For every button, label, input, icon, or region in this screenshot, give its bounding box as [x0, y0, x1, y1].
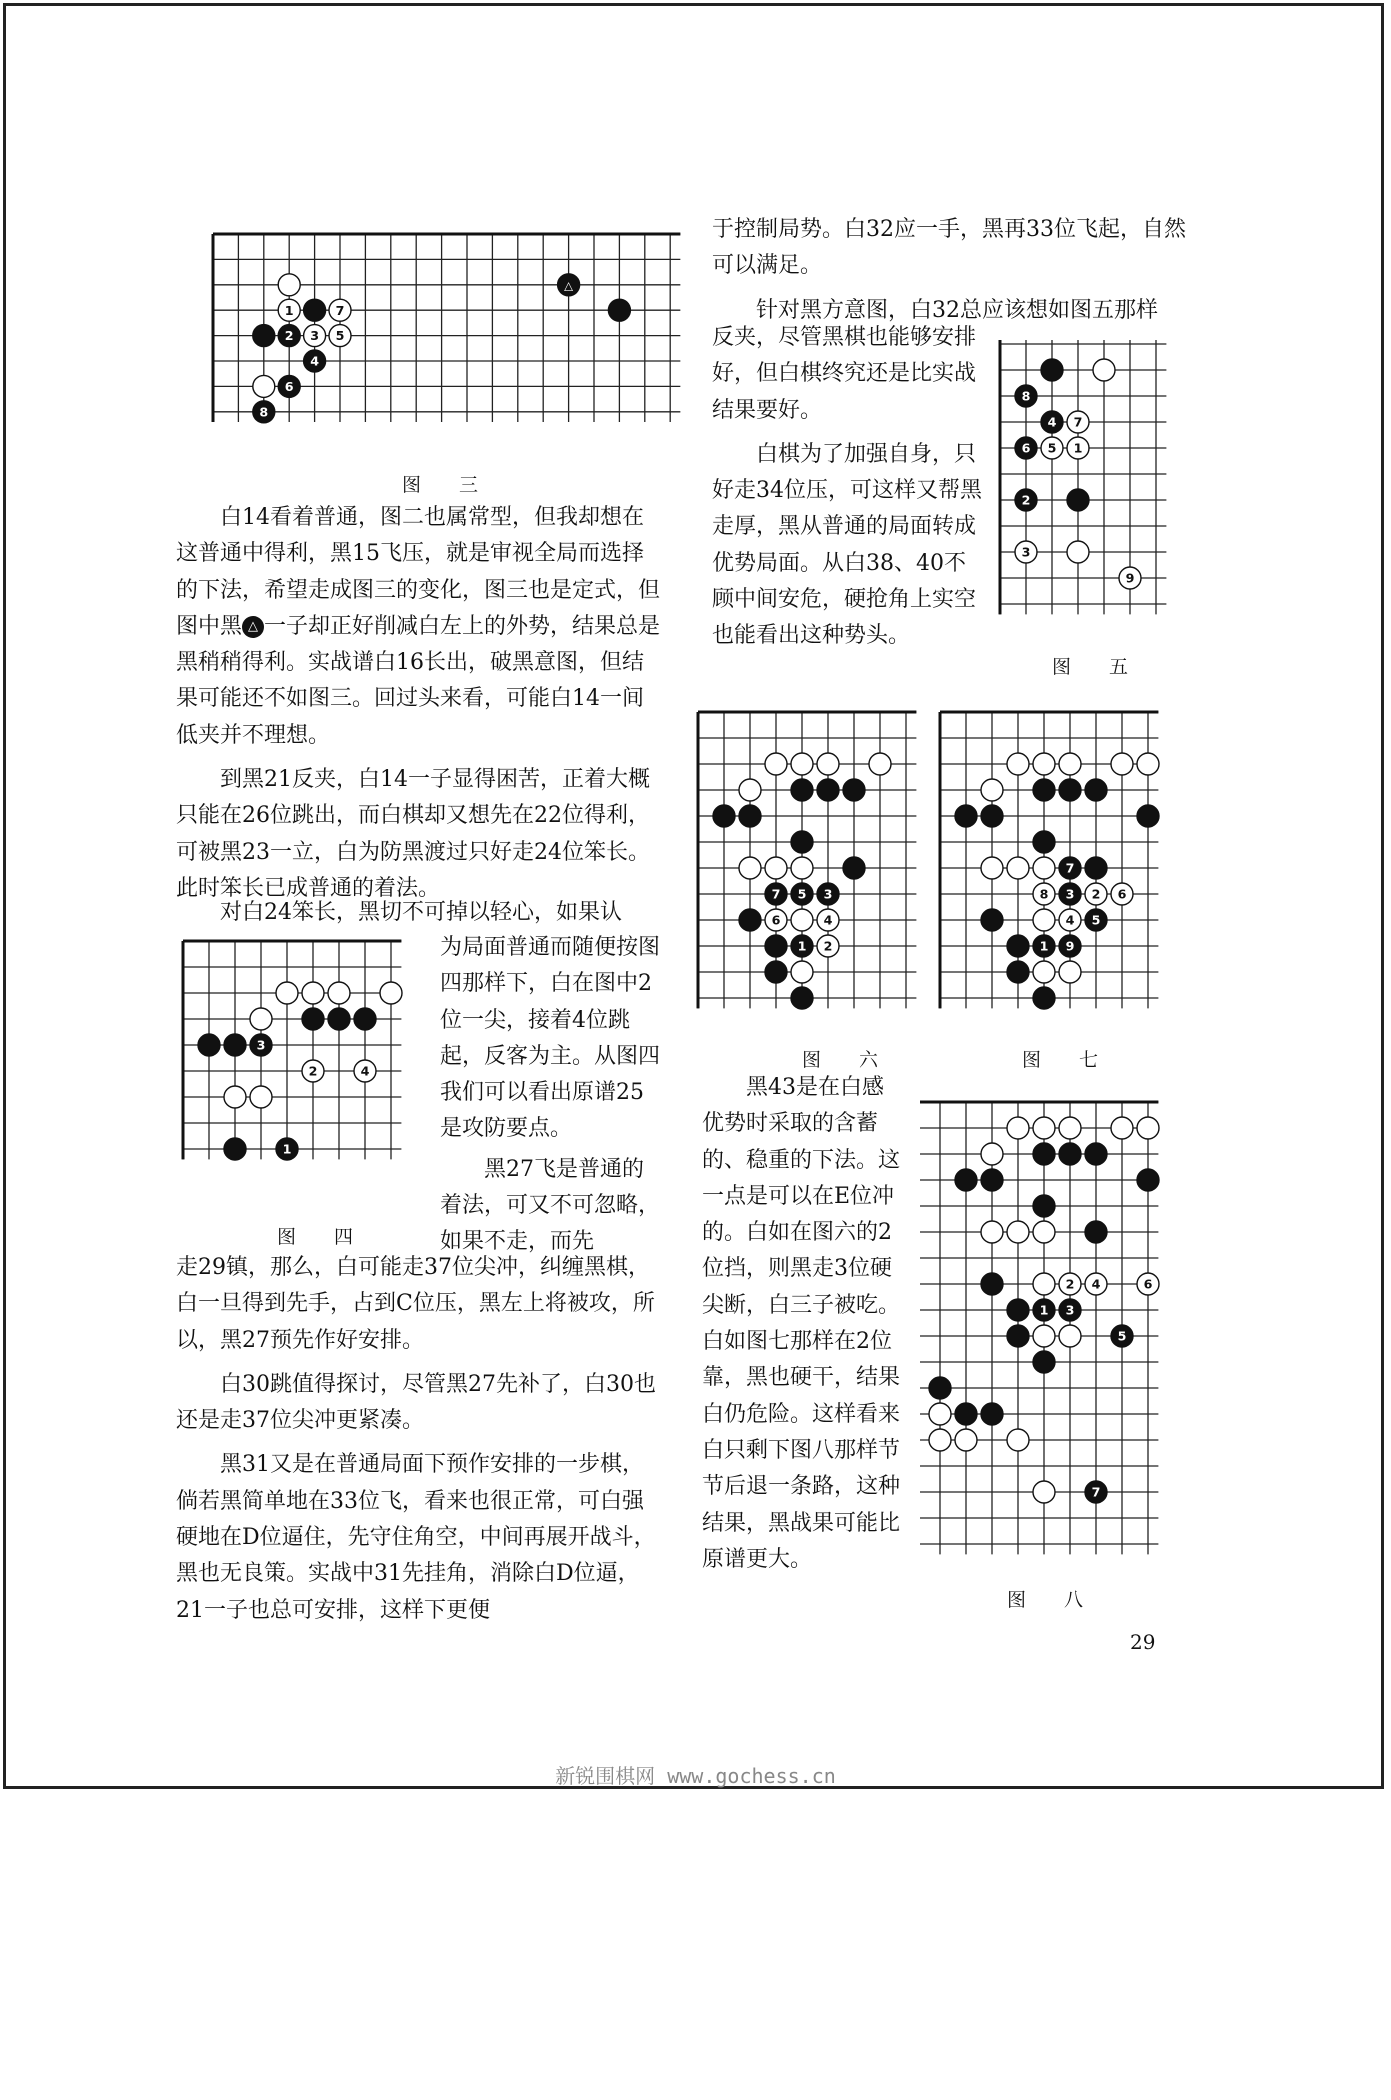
black-stone [955, 1403, 977, 1425]
white-stone [739, 857, 761, 879]
paragraph: 白棋为了加强自身，只好走34位压，可这样又帮黑走厚，黑从普通的局面转成优势局面。从白38、40不顾中间安危，硬抢角上实空也能看出这种势头。 [712, 441, 982, 649]
fig5-caption: 图 五 [1051, 656, 1128, 678]
stone-label: 1 [282, 1141, 292, 1157]
right-text-block-1 [712, 212, 1198, 329]
black-stone [1085, 779, 1107, 801]
go-diagram-fig6 [694, 708, 924, 1028]
paragraph: 对白24笨长，黑切不可掉以轻心，如果认 [220, 900, 622, 925]
stone-label: 5 [335, 328, 345, 344]
black-stone [765, 961, 787, 983]
white-stone [791, 961, 813, 983]
black-stone [1041, 359, 1063, 381]
stone-label: 9 [1125, 570, 1135, 586]
white-stone [1137, 1117, 1159, 1139]
black-stone [1059, 1299, 1081, 1321]
black-stone [981, 909, 1003, 931]
black-stone [817, 883, 839, 905]
white-stone [250, 1008, 272, 1030]
white-stone [1137, 1273, 1159, 1295]
black-stone [1033, 1351, 1055, 1373]
white-stone [1007, 1221, 1029, 1243]
black-stone [791, 987, 813, 1009]
white-stone [981, 1143, 1003, 1165]
white-stone [1033, 857, 1055, 879]
white-stone [981, 1221, 1003, 1243]
black-stone [278, 375, 300, 397]
black-stone [713, 805, 735, 827]
paragraph: 于控制局势。白32应一手，黑再33位飞起，自然可以满足。 [712, 217, 1186, 279]
white-stone [817, 935, 839, 957]
white-stone [765, 909, 787, 931]
white-stone [1041, 437, 1063, 459]
black-stone [1033, 1299, 1055, 1321]
black-stone [791, 779, 813, 801]
stone-label: 7 [771, 886, 781, 902]
fig8-caption: 图 八 [1006, 1589, 1083, 1611]
black-stone [1007, 1299, 1029, 1321]
black-stone [981, 1273, 1003, 1295]
white-stone [253, 375, 275, 397]
black-stone [1059, 857, 1081, 879]
right-text-wrap-fig5 [712, 320, 984, 655]
white-stone [1067, 411, 1089, 433]
left-text-p3-top [176, 895, 662, 931]
black-stone [1111, 1325, 1133, 1347]
black-stone [1059, 779, 1081, 801]
go-diagram-fig7 [936, 708, 1186, 1028]
stone-label: 8 [1021, 388, 1031, 404]
white-stone [380, 982, 402, 1004]
stone-label: 4 [1065, 912, 1075, 928]
white-stone [739, 779, 761, 801]
stone-label: 1 [797, 938, 807, 954]
black-stone [791, 883, 813, 905]
black-stone [765, 935, 787, 957]
black-stone [1007, 961, 1029, 983]
white-stone [1033, 883, 1055, 905]
black-stone [1137, 1169, 1159, 1191]
stone-label: △ [564, 278, 574, 293]
stone-label: 5 [797, 886, 807, 902]
stone-label: 7 [335, 302, 345, 318]
white-stone [1033, 1481, 1055, 1503]
white-stone [354, 1060, 376, 1082]
black-stone [304, 350, 326, 372]
paragraph: 白14看着普通，图二也属常型，但我却想在这普通中得利，黑15飞压，就是审视全局而选择的下法，希望走成图三的变化，图三也是定式，但图中黑 △ 一子却正好削减白左上的外势，结果总是黑稍稍得利。实战谱白16长出，破黑意图，但结果可能还不如图三。回过头来看，可能白14一间低夹并不理想。 [176, 505, 661, 748]
stone-label: 7 [1091, 1484, 1101, 1500]
left-text-wrap-fig4 [440, 930, 664, 1261]
stone-label: 5 [1047, 440, 1057, 456]
go-diagram-fig4 [180, 935, 430, 1205]
white-stone [1085, 883, 1107, 905]
white-stone [1007, 1429, 1029, 1451]
stone-label: 4 [823, 912, 833, 928]
black-stone [981, 805, 1003, 827]
white-stone [1033, 1117, 1055, 1139]
black-stone [253, 325, 275, 347]
left-text-block-1 [176, 500, 662, 907]
white-stone [1111, 753, 1133, 775]
black-stone [198, 1034, 220, 1056]
white-stone [791, 753, 813, 775]
white-stone [817, 753, 839, 775]
go-diagram-fig5 [996, 340, 1171, 630]
stone-label: 8 [1039, 886, 1049, 902]
stone-label: 3 [823, 886, 833, 902]
stone-label: 4 [1047, 414, 1057, 430]
left-text-block-2 [176, 1250, 662, 1629]
white-stone [304, 325, 326, 347]
white-stone [1059, 1325, 1081, 1347]
white-stone [1015, 541, 1037, 563]
black-stone [817, 779, 839, 801]
black-stone [1059, 1143, 1081, 1165]
white-stone [1033, 1325, 1055, 1347]
fig7-caption: 图 七 [1021, 1049, 1098, 1071]
stone-label: 6 [1143, 1276, 1153, 1292]
black-stone [328, 1008, 350, 1030]
stone-label: 2 [1021, 492, 1031, 508]
stone-label: 1 [1039, 1302, 1049, 1318]
paragraph: 针对黑方意图，白32总应该想如图五那样 [756, 297, 1158, 323]
black-stone [1007, 1325, 1029, 1347]
white-stone [1067, 541, 1089, 563]
black-stone [1033, 935, 1055, 957]
grid [1000, 340, 1166, 614]
stone-label: 3 [1021, 544, 1031, 560]
white-stone [1119, 567, 1141, 589]
white-stone [1033, 961, 1055, 983]
black-stone [1015, 385, 1037, 407]
stone-label: 3 [310, 328, 319, 344]
go-diagram-fig8 [920, 1098, 1170, 1598]
stone-label: 2 [308, 1063, 318, 1079]
black-stone [1033, 831, 1055, 853]
paragraph: 白30跳值得探讨，尽管黑27先补了，白30也还是走37位尖冲更紧凑。 [176, 1371, 656, 1434]
white-stone [929, 1429, 951, 1451]
white-stone [1111, 1117, 1133, 1139]
paragraph: 黑31又是在普通局面下预作安排的一步棋，倘若黑简单地在33位飞，看来也很正常，可白强硬地在D位逼住，先守住角空，中间再展开战斗，黑也无良策。实战中31先挂角，消除白D位逼，21一子也总可安排，这样下更便 [176, 1452, 656, 1623]
stone-label: 3 [1065, 1302, 1075, 1318]
white-stone [929, 1403, 951, 1425]
black-stone [1085, 857, 1107, 879]
black-stone [1033, 779, 1055, 801]
black-stone [253, 401, 275, 423]
stone-label: 4 [360, 1063, 370, 1079]
stone-label: 6 [1117, 886, 1127, 902]
right-text-wrap-fig8 [702, 1070, 900, 2100]
stone-label: 2 [1091, 886, 1101, 902]
stone-label: 3 [256, 1037, 266, 1053]
page-number: 29 [1130, 1630, 1156, 1654]
black-stone [224, 1034, 246, 1056]
black-stone [304, 299, 326, 321]
white-stone [1033, 1273, 1055, 1295]
go-diagram-fig3 [210, 228, 690, 448]
paragraph: 黑43是在白感优势时采取的含蓄的、稳重的下法。这一点是可以在E位冲的。白如在图六的2位挡，则黑走3位硬尖断，白三子被吃。白如图七那样在2位靠，黑也硬干，结果白仍危险。这样看来白只剩下图八那样节节后退一条路，这种结果，黑战果可能比原谱更大。 [702, 1075, 900, 1572]
black-stone [558, 274, 580, 296]
white-stone [1007, 753, 1029, 775]
black-stone [1137, 805, 1159, 827]
black-stone [791, 935, 813, 957]
white-stone [765, 753, 787, 775]
white-stone [250, 1086, 272, 1108]
paragraph: 反夹，尽管黑棋也能够安排好，但白棋终究还是比实战结果要好。 [712, 325, 977, 423]
black-stone [929, 1377, 951, 1399]
stone-label: 7 [1073, 414, 1083, 430]
white-stone [1033, 909, 1055, 931]
white-stone [1007, 1117, 1029, 1139]
black-stone [1059, 883, 1081, 905]
white-stone [981, 779, 1003, 801]
white-stone [1093, 359, 1115, 381]
black-stone [1033, 987, 1055, 1009]
black-stone [1085, 1481, 1107, 1503]
white-stone [1059, 961, 1081, 983]
stone-label: 4 [310, 353, 319, 369]
black-stone [1085, 1143, 1107, 1165]
stone-label: 2 [284, 328, 294, 344]
black-stone [1007, 935, 1029, 957]
paragraph: 走29镇，那么，白可能走37位尖冲，纠缠黑棋，白一旦得到先手，占到C位压，黑左上将被攻，所以，黑27预先作好安排。 [176, 1255, 655, 1353]
white-stone [1059, 909, 1081, 931]
white-stone [1033, 753, 1055, 775]
white-stone [817, 909, 839, 931]
black-stone [1033, 1143, 1055, 1165]
white-stone [1137, 753, 1159, 775]
watermark: 新锐围棋网 www.gochess.cn [555, 1764, 836, 1788]
black-stone [608, 299, 630, 321]
stone-label: 1 [1073, 440, 1083, 456]
black-stone [276, 1138, 298, 1160]
black-stone [1033, 1195, 1055, 1217]
black-stone [278, 325, 300, 347]
white-stone [224, 1086, 246, 1108]
black-stone [739, 805, 761, 827]
black-stone [354, 1008, 376, 1030]
black-stone [843, 857, 865, 879]
white-stone [1067, 437, 1089, 459]
stone-label: 7 [1065, 860, 1075, 876]
black-stone [250, 1034, 272, 1056]
black-stone [1015, 437, 1037, 459]
stone-label: 6 [284, 379, 294, 395]
triangle-stone-icon: △ [242, 616, 264, 638]
stone-label: 6 [1021, 440, 1031, 456]
black-stone [1085, 1221, 1107, 1243]
white-stone [1111, 883, 1133, 905]
white-stone [1059, 1273, 1081, 1295]
paragraph: 黑27飞是普通的着法，可又不可忽略，如果不走，而先 [440, 1156, 661, 1255]
white-stone [329, 299, 351, 321]
black-stone [981, 1169, 1003, 1191]
white-stone [278, 274, 300, 296]
white-stone [328, 982, 350, 1004]
white-stone [1085, 1273, 1107, 1295]
black-stone [843, 779, 865, 801]
white-stone [1007, 857, 1029, 879]
paragraph: 为局面普通而随便按图四那样下，白在图中2位一尖，接着4位跳起，反客为主。从图四我们可以看出原谱25是攻防要点。 [440, 935, 661, 1142]
white-stone [765, 857, 787, 879]
stone-label: 2 [823, 938, 833, 954]
black-stone [739, 909, 761, 931]
white-stone [955, 1429, 977, 1451]
white-stone [278, 299, 300, 321]
paragraph: 到黑21反夹，白14一子显得困苦，正着大概只能在26位跳出，而白棋却又想先在22位得利，可被黑23一立，白为防黑渡过只好走24位笨长。此时笨长已成普通的着法。 [176, 767, 650, 901]
black-stone [955, 805, 977, 827]
stone-label: 5 [1117, 1328, 1127, 1344]
stone-label: 1 [1039, 938, 1049, 954]
white-stone [791, 857, 813, 879]
stone-label: 9 [1065, 938, 1075, 954]
white-stone [869, 753, 891, 775]
white-stone [329, 325, 351, 347]
fig6-caption: 图 六 [801, 1049, 878, 1071]
white-stone [1033, 1221, 1055, 1243]
black-stone [955, 1169, 977, 1191]
stone-label: 8 [259, 404, 269, 420]
black-stone [302, 1008, 324, 1030]
black-stone [1041, 411, 1063, 433]
stone-label: 3 [1065, 886, 1075, 902]
white-stone [981, 857, 1003, 879]
white-stone [276, 982, 298, 1004]
black-stone [791, 831, 813, 853]
fig3-caption: 图 三 [401, 474, 478, 496]
stone-label: 4 [1091, 1276, 1101, 1292]
white-stone [1059, 1117, 1081, 1139]
white-stone [302, 982, 324, 1004]
white-stone [302, 1060, 324, 1082]
stone-label: 2 [1065, 1276, 1075, 1292]
black-stone [224, 1138, 246, 1160]
white-stone [1059, 753, 1081, 775]
black-stone [1015, 489, 1037, 511]
black-stone [1085, 909, 1107, 931]
stone-label: 1 [284, 302, 294, 318]
stone-label: 6 [771, 912, 781, 928]
fig4-caption: 图 四 [276, 1226, 353, 1248]
black-stone [1067, 489, 1089, 511]
black-stone [765, 883, 787, 905]
black-stone [1059, 935, 1081, 957]
stone-label: 5 [1091, 912, 1101, 928]
white-stone [791, 909, 813, 931]
black-stone [981, 1403, 1003, 1425]
